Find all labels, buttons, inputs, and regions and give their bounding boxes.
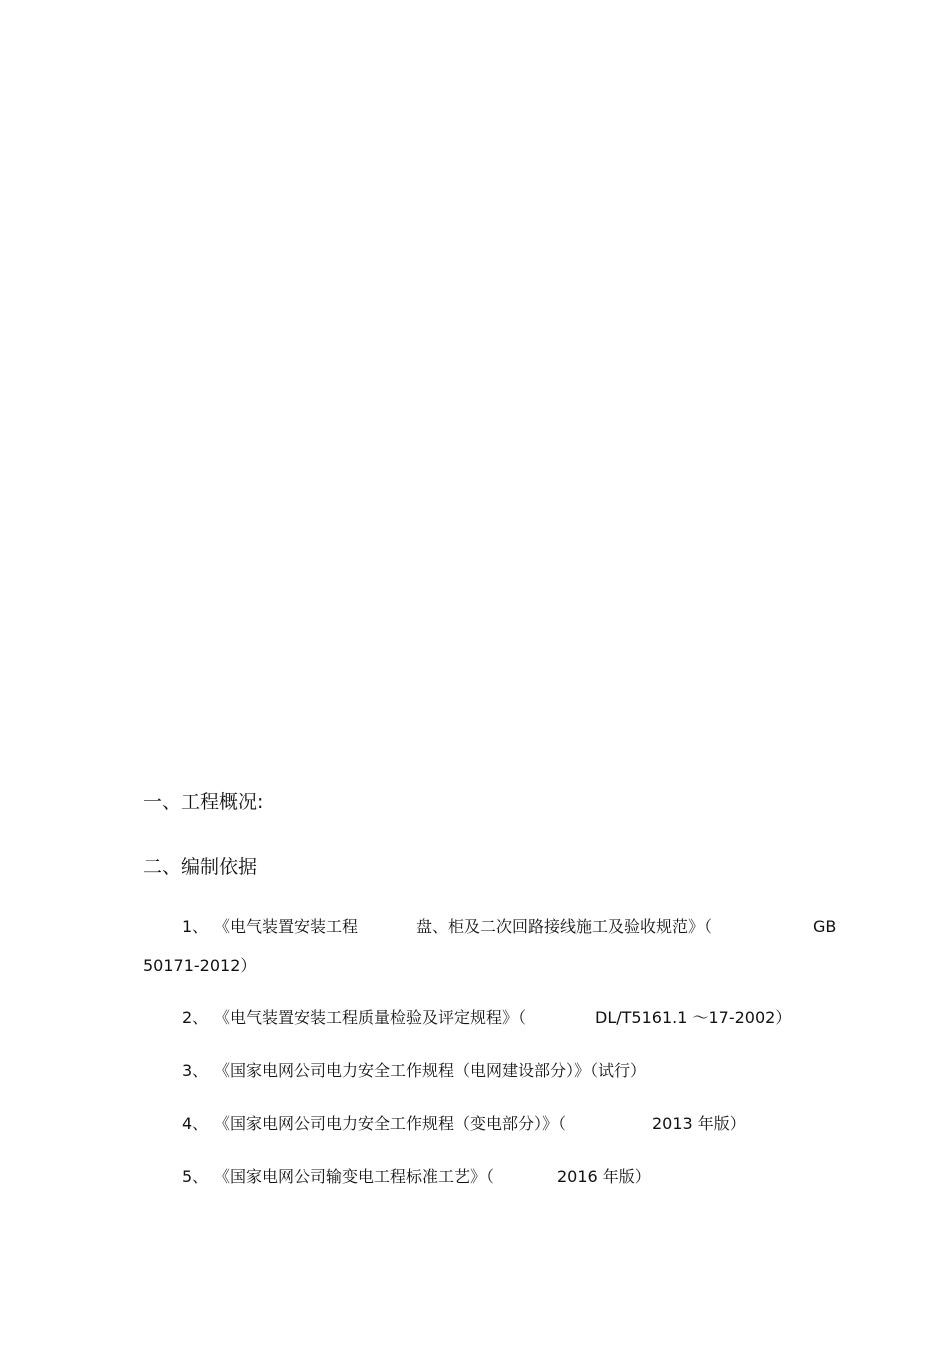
reference-4-title: 《国家电网公司电力安全工作规程（变电部分）》（ bbox=[214, 1114, 567, 1133]
reference-2-title: 《电气装置安装工程质量检验及评定规程》（ bbox=[214, 1008, 527, 1027]
section-heading-compilation-basis: 二、编制依据 bbox=[143, 856, 258, 878]
section-heading-project-overview: 一、工程概况: bbox=[143, 791, 264, 813]
reference-4-code: 2013 年版） bbox=[652, 1114, 746, 1133]
reference-5-number: 5、 bbox=[182, 1167, 209, 1186]
reference-3-title: 《国家电网公司电力安全工作规程（电网建设部分）》（试行） bbox=[214, 1061, 647, 1080]
reference-1-number: 1、 bbox=[182, 917, 209, 936]
reference-2-code: DL/T5161.1 ～17-2002） bbox=[595, 1008, 792, 1027]
reference-3-number: 3、 bbox=[182, 1061, 209, 1080]
reference-5-code: 2016 年版） bbox=[557, 1167, 651, 1186]
reference-1-code: 50171-2012） bbox=[143, 956, 257, 975]
reference-1-title: 《电气装置安装工程 bbox=[214, 917, 359, 936]
reference-1-title-continued: 盘、柜及二次回路接线施工及验收规范》（ bbox=[416, 917, 713, 936]
reference-2-number: 2、 bbox=[182, 1008, 209, 1027]
reference-5-title: 《国家电网公司输变电工程标准工艺》（ bbox=[214, 1167, 495, 1186]
reference-1-code-prefix: GB bbox=[813, 917, 837, 936]
reference-4-number: 4、 bbox=[182, 1114, 209, 1133]
